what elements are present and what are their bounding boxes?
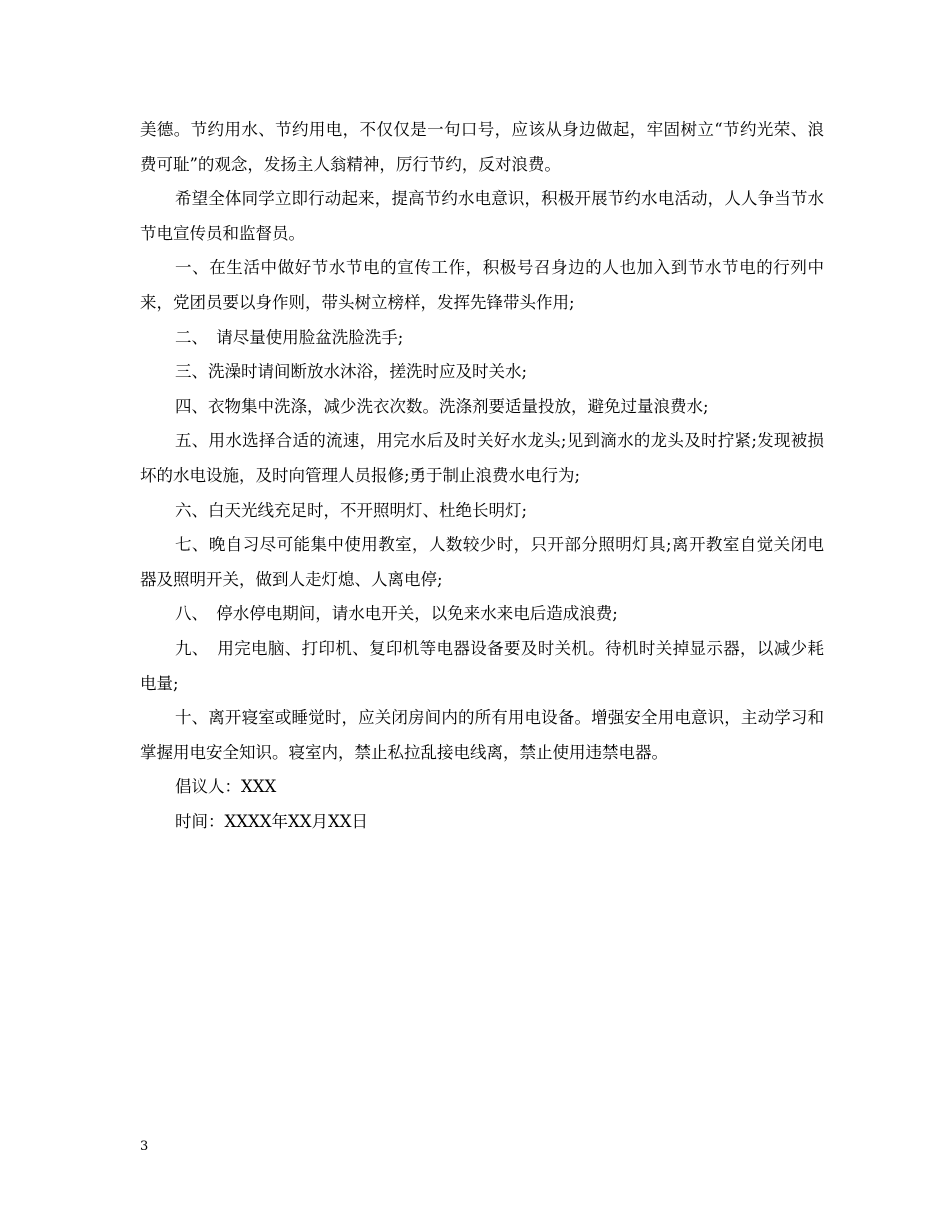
- proposer-line: 倡议人：XXX: [175, 777, 277, 797]
- date-line: 时间：XXXX年XX月XX日: [175, 811, 368, 831]
- list-item-7: 七、晚自习尽可能集中使用教室，人数较少时，只开部分照明灯具;离开教室自觉关闭电器及照明开关，做到人走灯熄、人离电停;: [140, 535, 824, 589]
- list-item-6: 六、白天光线充足时，不开照明灯、杜绝长明灯;: [175, 500, 528, 520]
- list-item-9: 九、 用完电脑、打印机、复印机等电器设备要及时关机。待机时关掉显示器，以减少耗电量;: [140, 638, 824, 693]
- paragraph-call-to-action: 希望全体同学立即行动起来，提高节约水电意识，积极开展节约水电活动，人人争当节水节电宣传员和监督员。: [140, 189, 824, 243]
- list-item-4: 四、衣物集中洗涤，减少洗衣次数。洗涤剂要适量投放，避免过量浪费水;: [175, 396, 709, 416]
- document-body: [140, 113, 824, 839]
- list-item-1: 一、在生活中做好节水节电的宣传工作，积极号召身边的人也加入到节水节电的行列中来，党团员要以身作则，带头树立榜样，发挥先锋带头作用;: [140, 258, 824, 312]
- list-item-3: 三、洗澡时请间断放水沐浴，搓洗时应及时关水;: [175, 362, 528, 382]
- list-item-8: 八、 停水停电期间，请水电开关，以免来水来电后造成浪费;: [175, 604, 618, 624]
- list-item-10: 十、离开寝室或睡觉时，应关闭房间内的所有用电设备。增强安全用电意识，主动学习和掌握用电安全知识。寝室内，禁止私拉乱接电线离，禁止使用违禁电器。: [140, 708, 824, 762]
- paragraph-intro-continued: 美德。节约用水、节约用电，不仅仅是一句口号，应该从身边做起，牢固树立“节约光荣、浪费可耻”的观念，发扬主人翁精神，厉行节约，反对浪费。: [140, 120, 824, 174]
- page-number: 3: [140, 1139, 149, 1154]
- list-item-5: 五、用水选择合适的流速，用完水后及时关好水龙头;见到滴水的龙头及时拧紧;发现被损坏的水电设施，及时向管理人员报修;勇于制止浪费水电行为;: [140, 431, 824, 485]
- list-item-2: 二、 请尽量使用脸盆洗脸洗手;: [175, 327, 404, 347]
